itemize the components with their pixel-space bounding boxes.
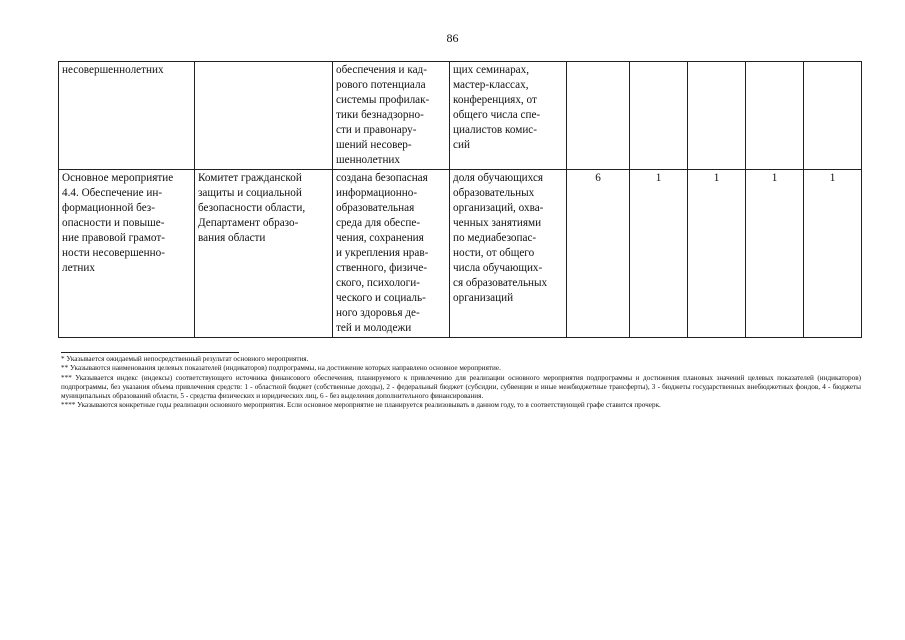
- footnote-divider: [61, 352, 239, 353]
- responsible-cell: Комитет гражданской защиты и социальной безопасности области, Департамент образо- вания области: [195, 170, 333, 338]
- year-cell: 1: [630, 170, 688, 338]
- source-cell: [567, 62, 630, 170]
- indicator-cell: доля обучающихся образовательных организаций, охва- ченных занятиями по медиабезопас- ности, от общего числа обучающих- ся образовательных организаций: [450, 170, 567, 338]
- footnote: * Указывается ожидаемый непосредственный результат основного мероприятия.: [61, 355, 309, 363]
- table-row: [59, 170, 862, 338]
- year-cell: 1: [804, 170, 862, 338]
- footnote: **** Указываются конкретные годы реализации основного мероприятия. Если основное мероприятие не планируется реализовывать в данном году, то в соответствующей графе ставится прочерк.: [61, 401, 661, 410]
- footnotes: [61, 352, 861, 411]
- year-cell: 1: [688, 170, 746, 338]
- program-table: [58, 61, 862, 338]
- year-cell: [630, 62, 688, 170]
- result-cell: создана безопасная информационно- образовательная среда для обеспе- чения, сохранения и укрепления нрав- ственного, физиче- ского, психологи- ческого и социаль- ного здоровья де- тей и молодежи: [333, 170, 450, 338]
- footnote: ** Указываются наименования целевых показателей (индикаторов) подпрограммы, на достижение которых направлено основное мероприятие.: [61, 364, 501, 373]
- responsible-cell: [195, 62, 333, 170]
- table-row: [59, 62, 862, 170]
- footnote: *** Указывается индекс (индексы) соответствующего источника финансового обеспечения, планируемого к привлечению для реализации основного мероприятия подпрограммы и достижения плановых значений целевых показателей (индикаторов) подпрограммы, без указания объема привлечения средств: 1 - областной бюджет (собственные доходы), 2 - федеральный бюджет (субсидии, субвенции и иные межбюджетные трансферты), 3 - бюджеты государственных внебюджетных фондов, 4 - бюджеты муниципальных образований области, 5 - средства физических и юридических лиц, 6 - без выделения дополнительного финансирования.: [61, 373, 861, 401]
- result-cell: обеспечения и кад- рового потенциала системы профилак- тики безнадзорно- сти и правонару- шений несовер- шеннолетних: [333, 62, 450, 170]
- year-cell: [804, 62, 862, 170]
- event-cell: несовершеннолетних: [59, 62, 195, 170]
- page-number: 86: [446, 31, 459, 45]
- event-cell: Основное мероприятие 4.4. Обеспечение ин- формационной без- опасности и повыше- ние правовой грамот- ности несовершенно- летних: [59, 170, 195, 338]
- year-cell: [688, 62, 746, 170]
- source-cell: 6: [567, 170, 630, 338]
- indicator-cell: щих семинарах, мастер-классах, конференциях, от общего числа спе- циалистов комис- сий: [450, 62, 567, 170]
- year-cell: 1: [746, 170, 804, 338]
- year-cell: [746, 62, 804, 170]
